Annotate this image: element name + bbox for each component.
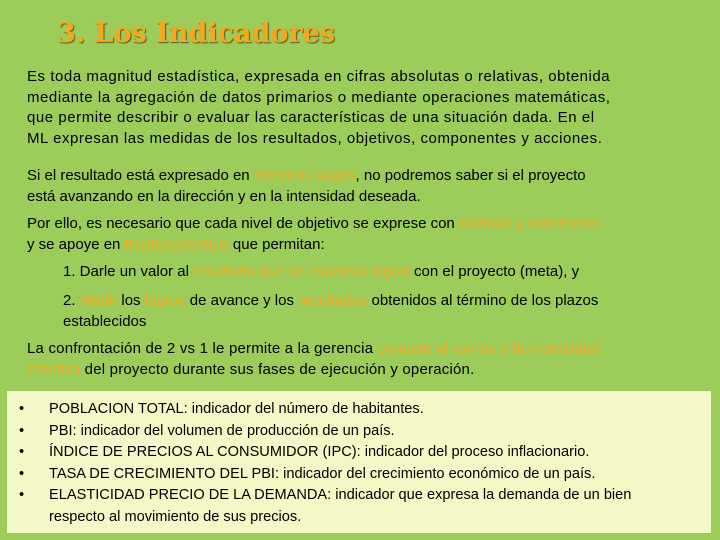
text: y se apoye en: [27, 235, 125, 253]
text: 1. Darle un valor al: [63, 263, 194, 280]
text-line: ML expresan las medidas de los resultados, objetivos, componentes y acciones.: [27, 129, 603, 147]
text: Si el resultado está expresado en: [27, 167, 254, 184]
bullet-icon: •: [19, 422, 25, 439]
highlight-text: conocer el rumbo y la intensidad: [377, 340, 600, 357]
text-line: [63, 291, 598, 312]
text-line: que permite describir o evaluar las características de una situación dada. En el: [27, 109, 595, 126]
text-line: establecidos: [63, 312, 147, 330]
list-item: [19, 485, 711, 507]
list-item-text: PBI: indicador del volumen de producción de un país.: [49, 422, 395, 439]
confrontation-paragraph: [27, 339, 600, 380]
text-line: mediante la agregación de datos primarios o mediante operaciones matemáticas,: [27, 88, 611, 106]
list-item: [19, 399, 711, 421]
text: que permitan:: [228, 235, 325, 253]
list-item-text: respecto al movimiento de sus precios.: [49, 508, 302, 525]
text: Por ello, es necesario que cada nivel de objetivo se exprese con: [27, 215, 459, 232]
list-item: [19, 442, 711, 464]
text-line: [27, 235, 600, 256]
highlight-text: Medir: [79, 292, 118, 309]
text: del proyecto durante sus fases de ejecución y operación.: [80, 360, 475, 378]
numbered-item-2: [63, 291, 598, 332]
clarity-paragraph: [27, 214, 600, 255]
text: La confrontación de 2 vs 1 le permite a la gerencia: [27, 340, 378, 357]
text: obtenidos al término de los plazos: [367, 292, 599, 309]
highlight-text: términos vagos: [253, 167, 356, 184]
text-line: [27, 214, 600, 235]
bullet-icon: •: [19, 465, 25, 482]
highlight-text: INDICADORES: [124, 235, 229, 253]
bullet-icon: •: [19, 401, 25, 417]
text-line: [27, 166, 586, 187]
text: de avance y los: [185, 292, 299, 309]
list-item-text: TASA DE CRECIMIENTO DEL PBI: indicador del crecimiento económico de un país.: [49, 465, 596, 482]
text-line: [27, 360, 600, 381]
text-line: [63, 262, 579, 283]
list-item-text: ELASTICIDAD PRECIO DE LA DEMANDA: indicador que expresa la demanda de un bien: [49, 487, 632, 504]
list-item-text: POBLACION TOTAL: indicador del número de habitantes.: [49, 401, 424, 417]
text-line: Es toda magnitud estadística, expresada en cifras absolutas o relativas, obtenida: [27, 68, 611, 85]
slide-title: 3. Los Indicadores: [57, 18, 336, 49]
vague-terms-paragraph: [27, 166, 586, 207]
text-line: está avanzando en la dirección y en la intensidad deseada.: [27, 187, 421, 205]
definition-paragraph: [27, 67, 610, 149]
highlight-text: resultados: [298, 292, 368, 309]
text: , no podremos saber si el proyecto: [355, 167, 586, 184]
highlight-text: claridad y concreción: [458, 215, 600, 232]
indicator-examples-box: [7, 391, 711, 533]
bullet-icon: •: [19, 444, 25, 461]
highlight-text: efectiva: [27, 360, 81, 378]
text: los: [117, 292, 145, 309]
list-item: [19, 464, 711, 486]
list-item-text: ÍNDICE DE PRECIOS AL CONSUMIDOR (IPC): indicador del proceso inflacionario.: [49, 444, 590, 461]
list-item: [19, 421, 711, 443]
highlight-text: logros: [144, 292, 186, 309]
list-item-continuation: [19, 507, 711, 529]
text-line: [27, 339, 600, 360]
text: con el proyecto (meta), y: [409, 263, 580, 280]
highlight-text: resultado que se esperará lograr: [193, 263, 410, 280]
numbered-item-1: [63, 262, 579, 283]
text: 2.: [63, 292, 80, 309]
bullet-icon: •: [19, 487, 25, 504]
